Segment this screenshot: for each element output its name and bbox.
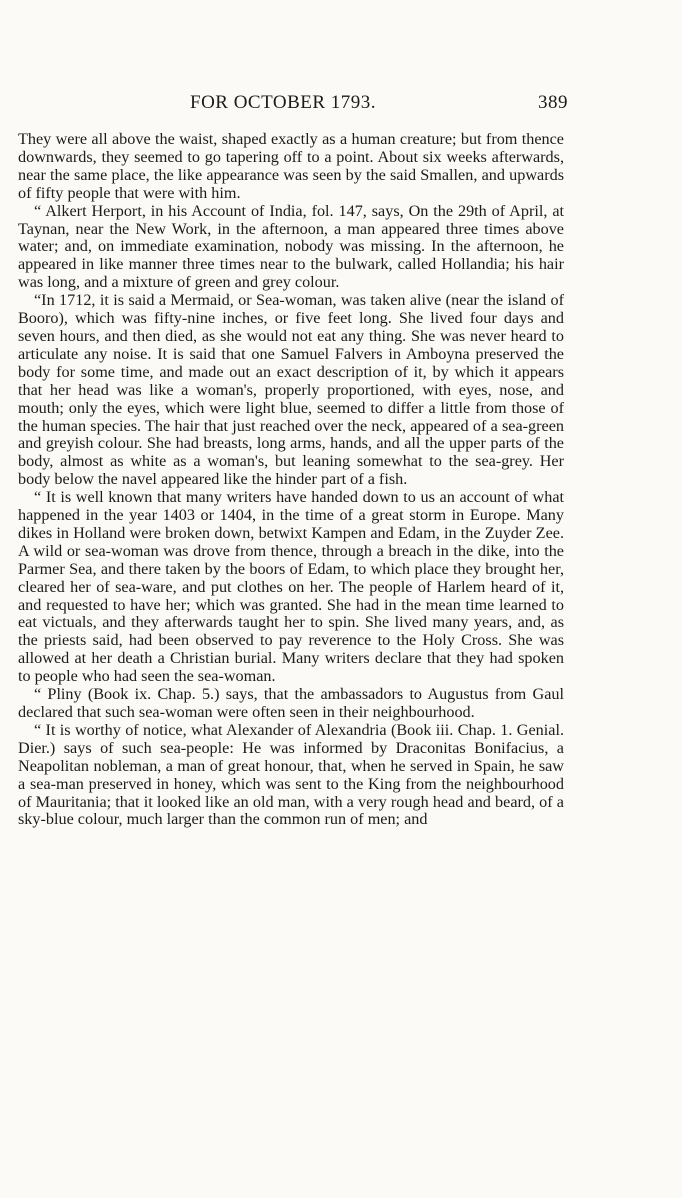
paragraph: “ It is well known that many writers have handed down to us an account of what happened in the year 1403 or 1404, in the time of a great storm in Europe. Many dikes in Holland were broken down, betwixt Kampen and Edam, in the Zuyder Zee. A wild or sea-woman was drove from thence, through a breach in the dike, into the Parmer Sea, and there taken by the boors of Edam, to which place they brought her, cleared her of sea-ware, and put clothes on her. The people of Harlem heard of it, and requested to have her; which was granted. She had in the mean time learned to eat victuals, and they afterwards taught her to spin. She lived many years, and, as the priests said, had been observed to pay reverence to the Holy Cross. She was allowed at her death a Christian burial. Many writers declare that they had spoken to people who had seen the sea-woman. — [18, 488, 564, 686]
paragraph: “ Pliny (Book ix. Chap. 5.) says, that the ambassadors to Augustus from Gaul declared that such sea-woman were often seen in their neighbourhood. — [18, 685, 564, 721]
paragraph: “ It is worthy of notice, what Alexander of Alexandria (Book iii. Chap. 1. Genial. Dier.) says of such sea-people: He was informed by Draconitas Bonifacius, a Neapolitan nobleman, a man of great honour, that, when he served in Spain, he saw a sea-man preserved in honey, which was sent to the King from the neighbourhood of Mauritania; that it looked like an old man, with a very rough head and beard, of a sky-blue colour, much larger than the common run of men; and — [18, 720, 564, 829]
running-title: FOR OCTOBER 1793. — [190, 92, 377, 113]
body-text — [18, 131, 564, 829]
paragraph: They were all above the waist, shaped exactly as a human creature; but from thence downwards, they seemed to go tapering off to a point. About six weeks afterwards, near the same place, the like appearance was seen by the said Smallen, and upwards of fifty people that were with him. — [18, 130, 564, 202]
paragraph: “ Alkert Herport, in his Account of India, fol. 147, says, On the 29th of April, at Taynan, near the New Work, in the afternoon, a man appeared three times above water; and, on immediate examination, nobody was missing. In the afternoon, he appeared in like manner three times near to the bulwark, called Hollandia; his hair was long, and a mixture of green and grey colour. — [18, 201, 564, 292]
paragraph: “In 1712, it is said a Mermaid, or Sea-woman, was taken alive (near the island of Booro), which was fifty-nine inches, or five feet long. She lived four days and seven hours, and then died, as she would not eat any thing. She was never heard to articulate any noise. It is said that one Samuel Falvers in Amboyna preserved the body for some time, and made out an exact description of it, by which it appears that her head was like a woman's, properly proportioned, with eyes, nose, and mouth; only the eyes, which were light blue, seemed to differ a little from those of the human species. The hair that just reached over the neck, appeared of a sea-green and greyish colour. She had breasts, long arms, hands, and all the upper parts of the body, almost as white as a woman's, but leaning somewhat to the sea-grey. Her body below the navel appeared like the hinder part of a fish. — [18, 291, 564, 489]
page-number: 389 — [538, 92, 568, 113]
running-header — [18, 92, 578, 118]
